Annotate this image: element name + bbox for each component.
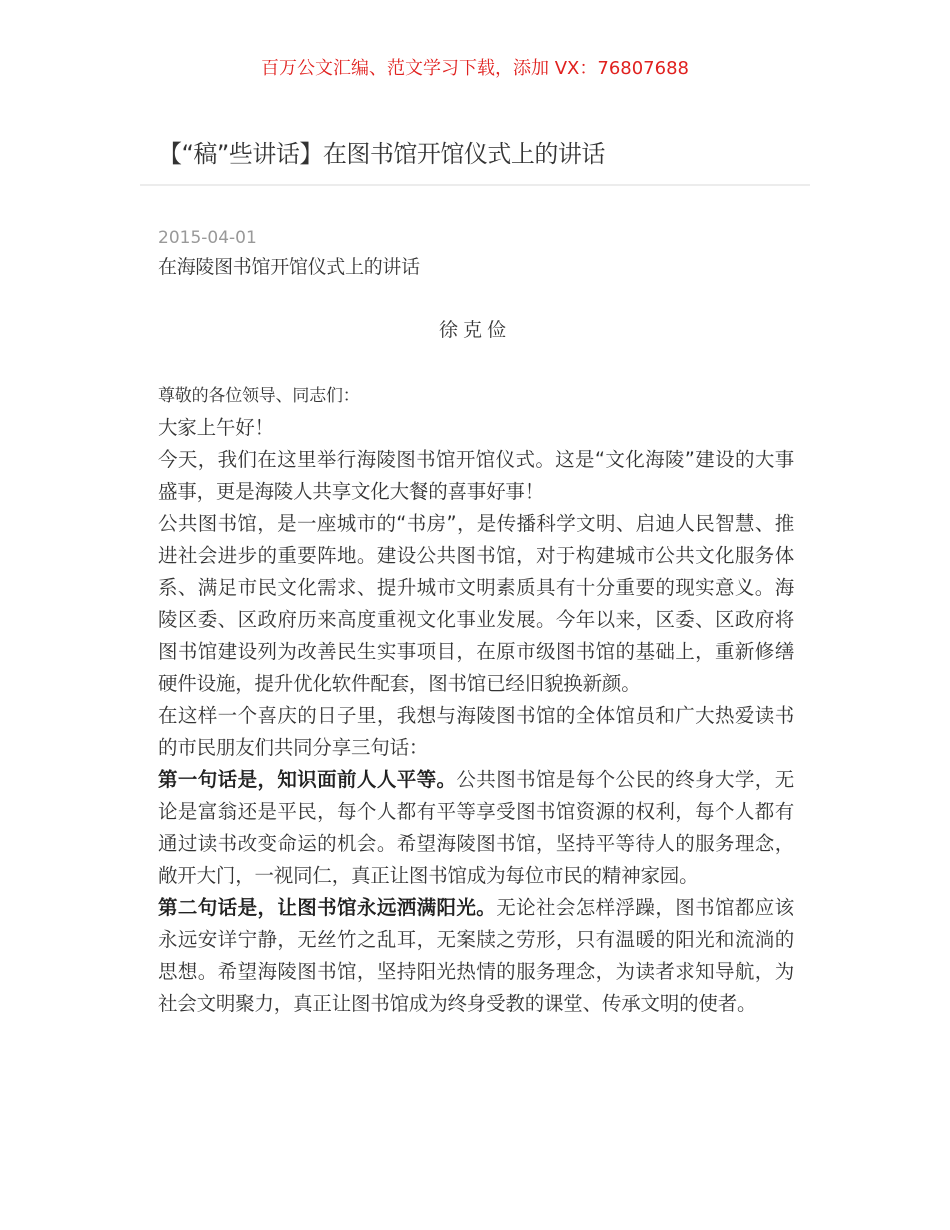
paragraph-4-lead: 第一句话是，知识面前人人平等。	[158, 768, 457, 791]
paragraph-1	[158, 444, 794, 508]
paragraph-5-lead: 第二句话是，让图书馆永远洒满阳光。	[158, 896, 497, 919]
paragraph-3	[158, 700, 794, 764]
watermark-banner: 百万公文汇编、范文学习下载，添加 VX：76807688	[261, 58, 689, 79]
paragraph-2	[158, 508, 794, 700]
article-subtitle: 在海陵图书馆开馆仪式上的讲话	[158, 256, 420, 278]
paragraph-4	[158, 764, 794, 892]
paragraph-2-text: 公共图书馆，是一座城市的“书房”，是传播科学文明、启迪人民智慧、推进社会进步的重要阵地。建设公共图书馆，对于构建城市公共文化服务体系、满足市民文化需求、提升城市文明素质具有十分重要的现实意义。海陵区委、区政府历来高度重视文化事业发展。今年以来，区委、区政府将图书馆建设列为改善民生实事项目，在原市级图书馆的基础上，重新修缮硬件设施，提升优化软件配套，图书馆已经旧貌换新颜。	[158, 512, 794, 695]
paragraph-5	[158, 892, 794, 1020]
article-title: 【“稿”些讲话】在图书馆开馆仪式上的讲话	[158, 140, 605, 168]
paragraph-3-text: 在这样一个喜庆的日子里，我想与海陵图书馆的全体馆员和广大热爱读书的市民朋友们共同分享三句话：	[158, 704, 794, 759]
author-name: 徐克俭	[438, 319, 511, 341]
paragraph-4-text: 公共图书馆是每个公民的终身大学，无论是富翁还是平民，每个人都有平等享受图书馆资源的权利，每个人都有通过读书改变命运的机会。希望海陵图书馆，坚持平等待人的服务理念，敞开大门，一视同仁，真正让图书馆成为每位市民的精神家园。	[158, 768, 794, 887]
title-divider	[140, 184, 810, 186]
greeting: 尊敬的各位领导、同志们：	[158, 386, 360, 406]
paragraph-1-text: 今天，我们在这里举行海陵图书馆开馆仪式。这是“文化海陵”建设的大事盛事，更是海陵人共享文化大餐的喜事好事！	[158, 448, 794, 503]
salutation: 大家上午好！	[158, 416, 274, 439]
paragraph-5-text: 无论社会怎样浮躁，图书馆都应该永远安详宁静，无丝竹之乱耳，无案牍之劳形，只有温暖的阳光和流淌的思想。希望海陵图书馆，坚持阳光热情的服务理念，为读者求知导航，为社会文明聚力，真正让图书馆成为终身受教的课堂、传承文明的使者。	[158, 896, 794, 1015]
article-body	[158, 380, 794, 1020]
publish-date: 2015-04-01	[158, 228, 257, 248]
